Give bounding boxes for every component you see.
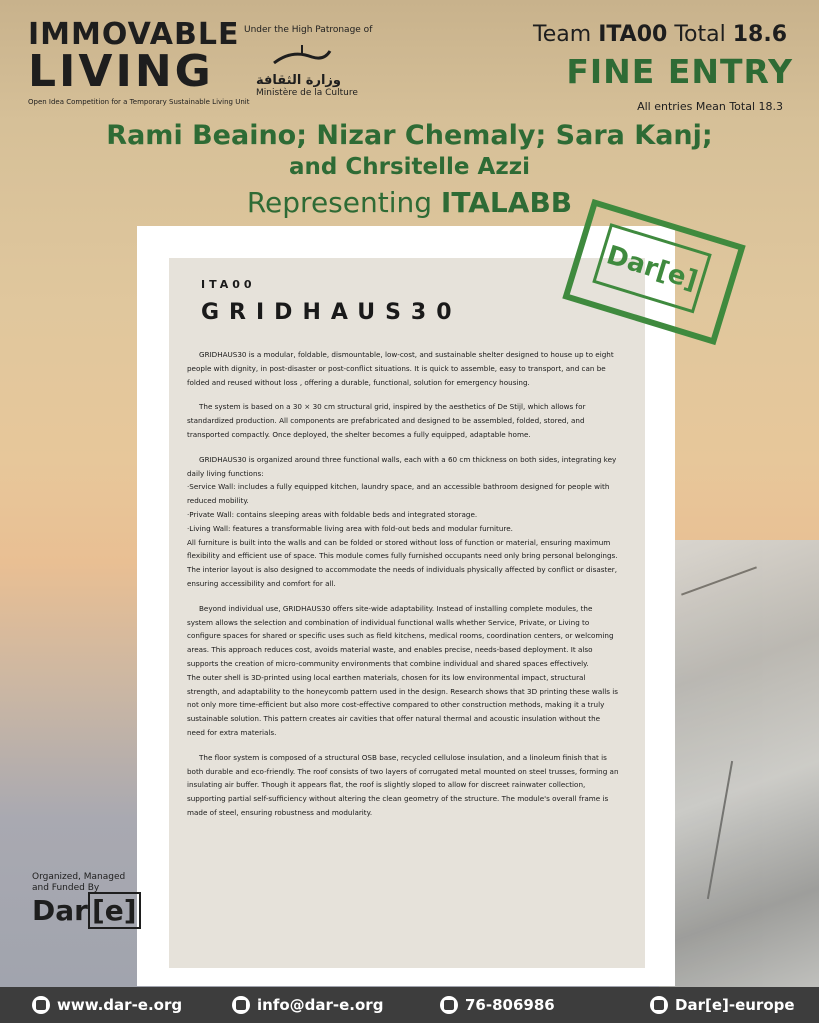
- rubble-photo: [659, 540, 819, 990]
- dare-logo: [32, 894, 141, 927]
- entry-code: ITA00: [201, 278, 256, 291]
- phone-icon: [440, 996, 458, 1014]
- ministry-arabic: وزارة الثقافة: [256, 73, 341, 88]
- bullet-living-wall: ·Living Wall: features a transformable living area with fold-out beds and modular furniture.: [187, 523, 513, 533]
- paragraph-adaptability: Beyond individual use, GRIDHAUS30 offers site-wide adaptability. Instead of installing complete modules, the system allows the selection and combination of individual functional walls whether Service, Private, or Living to configure spaces for shared or specific uses such as field kitchens, medical rooms, coordination centers, or welcoming areas. This approach reduces cost, avoids material waste, and enables precise, needs-based deployment. It also supports the creation of micro-community environments that combine individual and shared spaces effectively.: [187, 603, 614, 668]
- paragraph-shell: The outer shell is 3D-printed using local earthen materials, chosen for its low environmental impact, structural strength, and adaptability to the honeycomb pattern used in the design. Research shows that 3D printing these walls is not only more time-efficient but also more cost-effective compared to other construction methods, making it a truly sustainable solution. This pattern creates air cavities that offer natural thermal and acoustic insulation without the need for extra materials.: [187, 672, 618, 737]
- logo-tagline: Open Idea Competition for a Temporary Sustainable Living Unit: [28, 98, 250, 106]
- authors-line-1: Rami Beaino; Nizar Chemaly; Sara Kanj;: [106, 120, 713, 151]
- paragraph-system: The system is based on a 30 × 30 cm structural grid, inspired by the aesthetics of De Stijl, which allows for standardized production. All components are prefabricated and designed to be assembled, folded, stored, and transported compactly. Once deployed, the shelter becomes a fully equipped, adaptable home.: [187, 402, 586, 439]
- website-text: www.dar-e.org: [57, 996, 183, 1014]
- rep-org: ITALABB: [440, 186, 573, 219]
- entry-panel: [137, 226, 675, 986]
- bullet-private-wall: ·Private Wall: contains sleeping areas with foldable beds and integrated storage.: [187, 509, 478, 519]
- footer-email[interactable]: [232, 996, 383, 1014]
- team-total: 18.6: [732, 22, 787, 47]
- logo-line-2: LIVING: [28, 46, 214, 97]
- instagram-icon: [650, 996, 668, 1014]
- footer-phone[interactable]: [440, 996, 555, 1014]
- phone-text: 76-806986: [465, 996, 555, 1014]
- bullet-service-wall: ·Service Wall: includes a fully equipped kitchen, laundry space, and an accessible bathroom designed for people with reduced mobility.: [187, 482, 610, 506]
- logo-line-1: IMMOVABLE: [28, 17, 240, 52]
- team-score: [533, 22, 787, 47]
- paragraph-floor: The floor system is composed of a structural OSB base, recycled cellulose insulation, and a linoleum finish that is both durable and eco-friendly. The roof consists of two layers of corrugated metal mounted on steel trusses, forming an insulating air buffer. Though it appears flat, the roof is slightly sloped to allow for discreet rainwater collection, supporting partial self-sufficiency without altering the clean geometry of the structure. The module's overall frame is made of steel, ensuring robustness and modularity.: [187, 752, 619, 817]
- entry-body: [187, 348, 619, 831]
- paragraph-intro: GRIDHAUS30 is a modular, foldable, dismountable, low-cost, and sustainable shelter designed to house up to eight people with dignity, in post-disaster or post-conflict situations. It is quick to assemble, easy to transport, and can be folded and reused without loss , offering a durable, functional, solution for emergency housing.: [187, 350, 614, 387]
- footer-website[interactable]: [32, 996, 182, 1014]
- dare-bracket: [e]: [88, 892, 141, 929]
- team-code: ITA00: [598, 22, 668, 47]
- footer-social[interactable]: [650, 996, 795, 1014]
- team-prefix: Team: [533, 22, 592, 47]
- mean-total: All entries Mean Total 18.3: [637, 100, 783, 113]
- paragraph-furniture: All furniture is built into the walls and can be folded or stored without loss of function or material, ensuring maximum flexibility and efficient use of space. This module comes fully furnished occupants need only bring personal belongings. The interior layout is also designed to accommodate the needs of individuals physically affected by conflict or disaster, ensuring accessibility and comfort for all.: [187, 537, 618, 588]
- paragraph-walls: GRIDHAUS30 is organized around three functional walls, each with a 60 cm thickness on both sides, integrating key daily living functions:: [187, 454, 617, 478]
- rank-label: FINE ENTRY: [566, 52, 793, 91]
- patronage-label: Under the High Patronage of: [244, 25, 373, 35]
- ministry-emblem-icon: [272, 41, 332, 69]
- social-text: Dar[e]-europe: [675, 996, 795, 1014]
- footer-bar: [0, 987, 819, 1023]
- total-label: Total: [674, 22, 726, 47]
- email-icon: [232, 996, 250, 1014]
- ministry-french: Ministère de la Culture: [256, 88, 358, 98]
- representing: [0, 186, 819, 219]
- competition-logo: [28, 17, 250, 106]
- email-text: info@dar-e.org: [257, 996, 384, 1014]
- rep-prefix: Representing: [246, 186, 433, 219]
- entry-document: [169, 258, 645, 968]
- dare-name: Dar: [32, 894, 88, 927]
- organizer-label: Organized, Managed and Funded By: [32, 872, 126, 893]
- authors-line-2: and Chrsitelle Azzi: [289, 154, 530, 180]
- patronage-block: [244, 25, 374, 98]
- stamp-text: Dar[e]: [592, 223, 711, 313]
- web-icon: [32, 996, 50, 1014]
- entry-title: GRIDHAUS30: [201, 300, 462, 325]
